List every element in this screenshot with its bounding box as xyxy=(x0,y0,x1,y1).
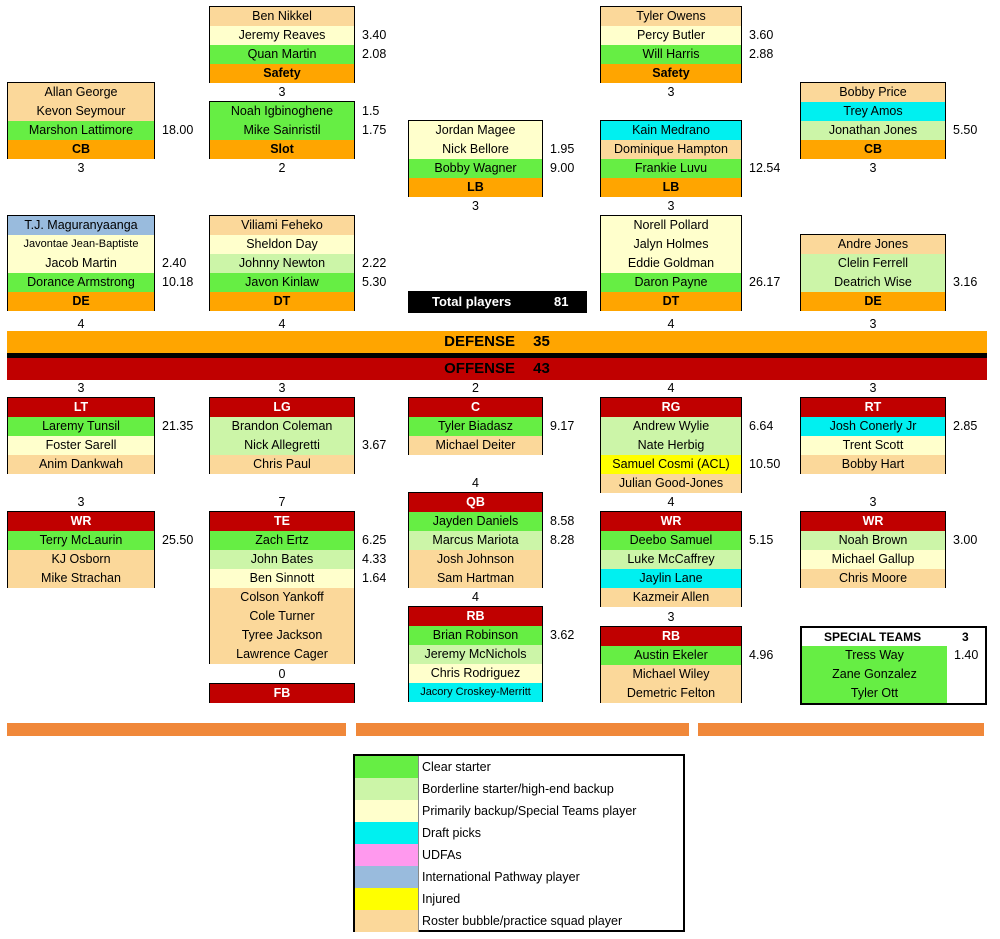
position-header: RB xyxy=(409,607,542,626)
position-group-rg xyxy=(600,397,742,493)
legend-item xyxy=(355,866,683,888)
player-row: Ben Nikkel xyxy=(210,7,354,26)
position-group-wr-mid xyxy=(600,511,742,607)
legend-label: Roster bubble/practice squad player xyxy=(422,914,623,928)
player-row: Bobby Price xyxy=(801,83,945,102)
position-count: 3 xyxy=(667,610,675,624)
cap-value: 5.30 xyxy=(362,275,387,289)
section-divider-center xyxy=(356,723,689,736)
position-header: QB xyxy=(409,493,542,512)
player-row: Sheldon Day xyxy=(210,235,354,254)
cap-value: 8.28 xyxy=(550,533,575,547)
player-row: Nick Bellore xyxy=(409,140,542,159)
player-row: Frankie Luvu xyxy=(601,159,741,178)
player-row: Marcus Mariota xyxy=(409,531,542,550)
player-row: Chris Moore xyxy=(801,569,945,588)
player-row: Andrew Wylie xyxy=(601,417,741,436)
special-teams-title: SPECIAL TEAMS xyxy=(824,630,922,644)
position-header: WR xyxy=(801,512,945,531)
legend-swatch xyxy=(355,910,419,932)
position-header: RG xyxy=(601,398,741,417)
position-count: 3 xyxy=(472,199,479,213)
cap-value: 4.33 xyxy=(362,552,387,566)
position-count: 3 xyxy=(869,317,877,331)
position-group-wr-right xyxy=(800,511,946,588)
position-group-cb-right xyxy=(800,82,946,159)
position-group-lb-left xyxy=(408,120,543,197)
player-row: Demetric Felton xyxy=(601,684,741,703)
legend-item xyxy=(355,800,683,822)
player-row: Trent Scott xyxy=(801,436,945,455)
position-header: WR xyxy=(8,512,154,531)
position-group-dt-right xyxy=(600,215,742,311)
cap-value: 9.17 xyxy=(550,419,575,433)
special-teams-count: 3 xyxy=(962,630,969,644)
position-header: TE xyxy=(210,512,354,531)
cap-value: 6.64 xyxy=(749,419,774,433)
player-row: Josh Johnson xyxy=(409,550,542,569)
player-row: Brian Robinson xyxy=(409,626,542,645)
cap-value: 2.88 xyxy=(749,47,774,61)
player-row: Jaylin Lane xyxy=(601,569,741,588)
position-header: RB xyxy=(601,627,741,646)
player-row: Deebo Samuel xyxy=(601,531,741,550)
position-count: 3 xyxy=(77,161,85,175)
player-row: Kevon Seymour xyxy=(8,102,154,121)
position-group-wr-left xyxy=(7,511,155,588)
total-players-label: Total players xyxy=(432,294,512,309)
position-group-lg xyxy=(209,397,355,474)
player-row: Daron Payne xyxy=(601,273,741,292)
position-header: WR xyxy=(601,512,741,531)
special-teams-player: Tress Way xyxy=(802,646,947,665)
player-row: Noah Igbinoghene xyxy=(210,102,354,121)
cap-value: 3.62 xyxy=(550,628,575,642)
player-row: Chris Paul xyxy=(210,455,354,474)
player-row: KJ Osborn xyxy=(8,550,154,569)
player-row: Foster Sarell xyxy=(8,436,154,455)
position-count: 7 xyxy=(278,495,286,509)
position-count: 4 xyxy=(472,476,479,490)
defense-banner-label: DEFENSE xyxy=(444,333,515,350)
position-count: 3 xyxy=(869,161,877,175)
player-row: Julian Good-Jones xyxy=(601,474,741,493)
position-count: 3 xyxy=(869,381,877,395)
special-teams-box xyxy=(800,626,987,705)
position-group-fb xyxy=(209,683,355,703)
player-row: Chris Rodriguez xyxy=(409,664,542,683)
position-group-de-left xyxy=(7,215,155,311)
player-row: Brandon Coleman xyxy=(210,417,354,436)
player-row: Zach Ertz xyxy=(210,531,354,550)
player-row: Will Harris xyxy=(601,45,741,64)
player-row: Lawrence Cager xyxy=(210,645,354,664)
offense-banner-label: OFFENSE xyxy=(444,360,515,377)
player-row: Sam Hartman xyxy=(409,569,542,588)
position-header: DT xyxy=(601,292,741,311)
player-row: Tyler Owens xyxy=(601,7,741,26)
cap-value: 21.35 xyxy=(162,419,194,433)
player-row: Dorance Armstrong xyxy=(8,273,154,292)
cap-value: 9.00 xyxy=(550,161,575,175)
position-header: LT xyxy=(8,398,154,417)
player-row: Viliami Feheko xyxy=(210,216,354,235)
player-row: Clelin Ferrell xyxy=(801,254,945,273)
player-row: Quan Martin xyxy=(210,45,354,64)
cap-value: 12.54 xyxy=(749,161,781,175)
player-row: John Bates xyxy=(210,550,354,569)
position-group-c xyxy=(408,397,543,455)
player-row: Ben Sinnott xyxy=(210,569,354,588)
position-header: DT xyxy=(210,292,354,311)
player-row: Colson Yankoff xyxy=(210,588,354,607)
player-row: Javon Kinlaw xyxy=(210,273,354,292)
position-group-lt xyxy=(7,397,155,474)
player-row: Nate Herbig xyxy=(601,436,741,455)
position-count: 2 xyxy=(472,381,479,395)
cap-value: 2.22 xyxy=(362,256,387,270)
player-row: T.J. Maguranyaanga xyxy=(8,216,154,235)
cap-value: 25.50 xyxy=(162,533,194,547)
position-header: C xyxy=(409,398,542,417)
player-row: Josh Conerly Jr xyxy=(801,417,945,436)
cap-value: 3.60 xyxy=(749,28,774,42)
legend-label: International Pathway player xyxy=(422,870,580,884)
legend-swatch xyxy=(355,778,419,800)
player-row: Bobby Wagner xyxy=(409,159,542,178)
player-row: Jacory Croskey-Merritt xyxy=(409,683,542,702)
cap-value: 26.17 xyxy=(749,275,781,289)
cap-value: 2.85 xyxy=(953,419,978,433)
cap-value: 1.64 xyxy=(362,571,387,585)
section-divider-right xyxy=(698,723,984,736)
player-row: Allan George xyxy=(8,83,154,102)
player-row: Laremy Tunsil xyxy=(8,417,154,436)
total-players-value: 81 xyxy=(554,294,569,309)
legend-label: Borderline starter/high-end backup xyxy=(422,782,614,796)
offense-banner xyxy=(7,358,987,380)
section-divider-left xyxy=(7,723,346,736)
cap-value: 6.25 xyxy=(362,533,387,547)
position-count: 3 xyxy=(278,85,286,99)
position-header: DE xyxy=(8,292,154,311)
player-row: Nick Allegretti xyxy=(210,436,354,455)
player-row: Dominique Hampton xyxy=(601,140,741,159)
position-count: 3 xyxy=(667,199,675,213)
position-count: 4 xyxy=(472,590,479,604)
special-teams-player: Zane Gonzalez xyxy=(802,665,947,684)
player-row: Kazmeir Allen xyxy=(601,588,741,607)
player-row: Percy Butler xyxy=(601,26,741,45)
position-header: LG xyxy=(210,398,354,417)
position-count: 4 xyxy=(667,381,675,395)
position-group-safety-left xyxy=(209,6,355,83)
position-header: FB xyxy=(210,684,354,703)
position-group-slot xyxy=(209,101,355,159)
player-row: Tyler Biadasz xyxy=(409,417,542,436)
player-row: Tyree Jackson xyxy=(210,626,354,645)
player-row: Eddie Goldman xyxy=(601,254,741,273)
position-header: LB xyxy=(409,178,542,197)
legend-label: Draft picks xyxy=(422,826,482,840)
cap-value: 3.00 xyxy=(953,533,978,547)
legend-item xyxy=(355,910,683,932)
legend-label: Clear starter xyxy=(422,760,491,774)
legend-label: UDFAs xyxy=(422,848,462,862)
legend-swatch xyxy=(355,844,419,866)
player-row: Mike Strachan xyxy=(8,569,154,588)
cap-value: 3.40 xyxy=(362,28,387,42)
position-header: DE xyxy=(801,292,945,311)
legend-item xyxy=(355,888,683,910)
player-row: Johnny Newton xyxy=(210,254,354,273)
cap-value: 1.5 xyxy=(362,104,380,118)
position-group-rb-left xyxy=(408,606,543,702)
player-row: Jeremy Reaves xyxy=(210,26,354,45)
player-row: Michael Deiter xyxy=(409,436,542,455)
position-header: CB xyxy=(801,140,945,159)
cap-value: 3.67 xyxy=(362,438,387,452)
legend-swatch xyxy=(355,800,419,822)
position-group-dt-left xyxy=(209,215,355,311)
legend-label: Injured xyxy=(422,892,461,906)
position-header: CB xyxy=(8,140,154,159)
position-group-cb-left xyxy=(7,82,155,159)
position-header: Safety xyxy=(210,64,354,83)
position-count: 4 xyxy=(667,317,675,331)
cap-value: 2.40 xyxy=(162,256,187,270)
position-header: LB xyxy=(601,178,741,197)
player-row: Andre Jones xyxy=(801,235,945,254)
player-row: Jacob Martin xyxy=(8,254,154,273)
defense-banner xyxy=(7,331,987,353)
cap-value: 18.00 xyxy=(162,123,194,137)
legend-item xyxy=(355,756,683,778)
position-count: 3 xyxy=(77,495,85,509)
player-row: Deatrich Wise xyxy=(801,273,945,292)
position-count: 4 xyxy=(278,317,286,331)
position-group-rt xyxy=(800,397,946,474)
legend-item xyxy=(355,822,683,844)
player-row: Mike Sainristil xyxy=(210,121,354,140)
player-row: Michael Wiley xyxy=(601,665,741,684)
offense-banner-count: 43 xyxy=(533,360,550,377)
player-row: Marshon Lattimore xyxy=(8,121,154,140)
player-row: Jordan Magee xyxy=(409,121,542,140)
position-group-safety-right xyxy=(600,6,742,83)
position-group-de-right xyxy=(800,234,946,311)
cap-value: 10.18 xyxy=(162,275,194,289)
special-teams-player: Tyler Ott xyxy=(802,684,947,703)
position-count: 4 xyxy=(77,317,85,331)
player-row: Cole Turner xyxy=(210,607,354,626)
player-row: Jonathan Jones xyxy=(801,121,945,140)
legend-swatch xyxy=(355,822,419,844)
cap-value: 4.96 xyxy=(749,648,774,662)
player-row: Jalyn Holmes xyxy=(601,235,741,254)
cap-value: 5.15 xyxy=(749,533,774,547)
position-count: 4 xyxy=(667,495,675,509)
player-row: Jeremy McNichols xyxy=(409,645,542,664)
position-count: 3 xyxy=(278,381,286,395)
position-group-lb-right xyxy=(600,120,742,197)
position-header: RT xyxy=(801,398,945,417)
player-row: Michael Gallup xyxy=(801,550,945,569)
cap-value: 10.50 xyxy=(749,457,781,471)
player-row: Anim Dankwah xyxy=(8,455,154,474)
player-row: Bobby Hart xyxy=(801,455,945,474)
position-group-qb xyxy=(408,492,543,588)
legend xyxy=(353,754,685,932)
position-header: Safety xyxy=(601,64,741,83)
position-count: 3 xyxy=(77,381,85,395)
legend-swatch xyxy=(355,756,419,778)
player-row: Javontae Jean-Baptiste xyxy=(8,235,154,254)
total-players xyxy=(408,291,587,313)
position-group-rb-right xyxy=(600,626,742,703)
player-row: Jayden Daniels xyxy=(409,512,542,531)
cap-value: 5.50 xyxy=(953,123,978,137)
cap-value: 3.16 xyxy=(953,275,978,289)
position-count: 0 xyxy=(278,667,286,681)
position-header: Slot xyxy=(210,140,354,159)
legend-swatch xyxy=(355,888,419,910)
defense-banner-count: 35 xyxy=(533,333,550,350)
cap-value: 8.58 xyxy=(550,514,575,528)
cap-value: 1.75 xyxy=(362,123,387,137)
position-count: 3 xyxy=(869,495,877,509)
player-row: Terry McLaurin xyxy=(8,531,154,550)
player-row: Austin Ekeler xyxy=(601,646,741,665)
player-row: Kain Medrano xyxy=(601,121,741,140)
position-group-te xyxy=(209,511,355,664)
legend-item xyxy=(355,844,683,866)
player-row: Trey Amos xyxy=(801,102,945,121)
special-teams-salary: 1.40 xyxy=(954,648,979,662)
player-row: Samuel Cosmi (ACL) xyxy=(601,455,741,474)
player-row: Norell Pollard xyxy=(601,216,741,235)
player-row: Luke McCaffrey xyxy=(601,550,741,569)
player-row: Noah Brown xyxy=(801,531,945,550)
legend-item xyxy=(355,778,683,800)
position-count: 3 xyxy=(667,85,675,99)
cap-value: 2.08 xyxy=(362,47,387,61)
legend-label: Primarily backup/Special Teams player xyxy=(422,804,637,818)
legend-swatch xyxy=(355,866,419,888)
position-count: 2 xyxy=(278,161,286,175)
cap-value: 1.95 xyxy=(550,142,575,156)
